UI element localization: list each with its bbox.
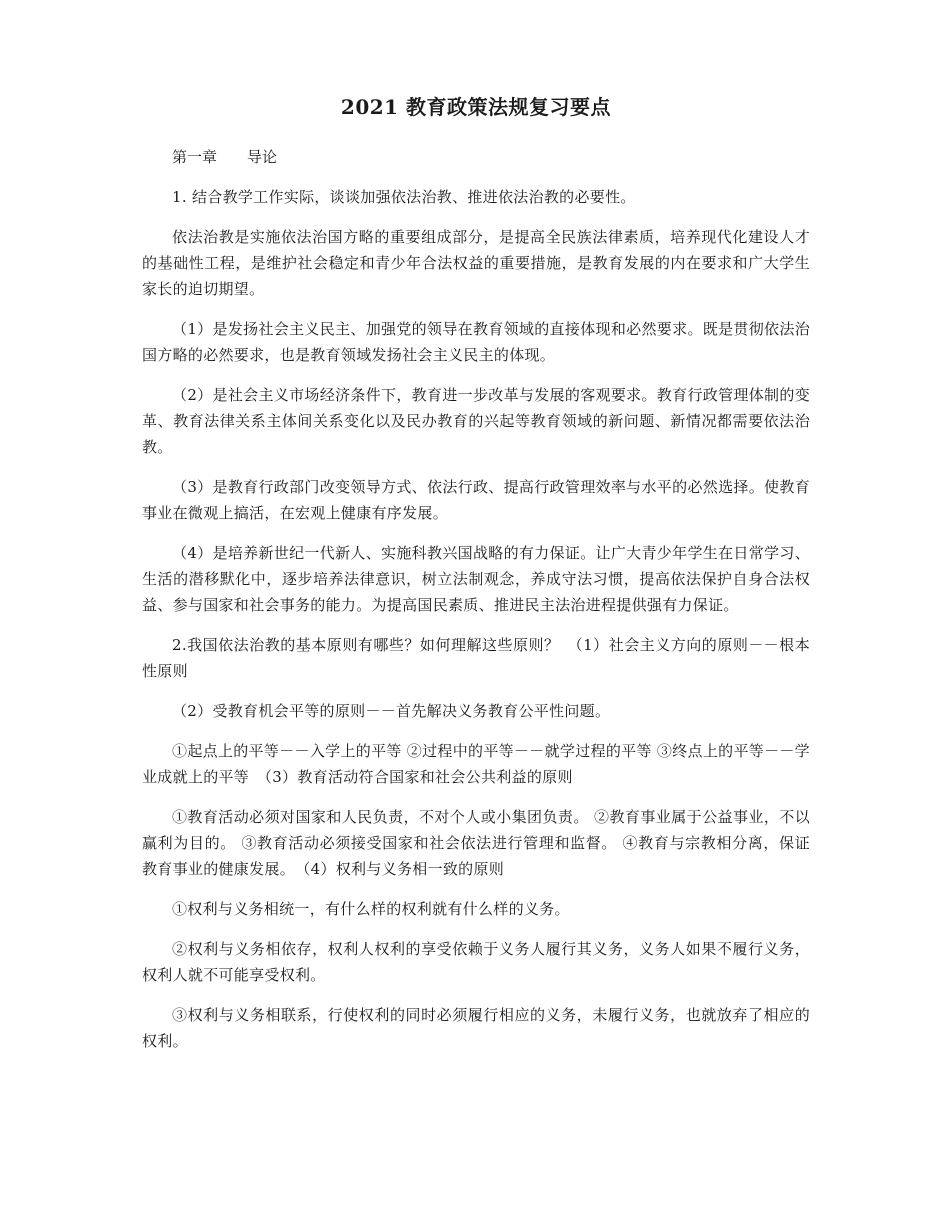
document-title: 2021 教育政策法规复习要点: [340, 95, 612, 119]
paragraph-principle-2: （2）受教育机会平等的原则－－首先解决义务教育公平性问题。: [172, 702, 611, 720]
paragraph-point-1: （1）是发扬社会主义民主、加强党的领导在教育领域的直接体现和必然要求。既是贯彻依法治国方略的必然要求，也是教育领域发扬社会主义民主的体现。: [142, 320, 810, 364]
chapter-number: 第一章: [172, 148, 218, 166]
paragraph-question-2: 2.我国依法治教的基本原则有哪些？如何理解这些原则？ （1）社会主义方向的原则－－根本性原则: [142, 636, 810, 680]
paragraph-rights-interdependence: ②权利与义务相依存，权利人权利的享受依赖于义务人履行其义务，义务人如果不履行义务，权利人就不可能享受权利。: [142, 940, 810, 984]
paragraph-rights-connection: ③权利与义务相联系，行使权利的同时必须履行相应的义务，未履行义务，也就放弃了相应的权利。: [142, 1006, 810, 1050]
paragraph-public-interest: ①教育活动必须对国家和人民负责，不对个人或小集团负责。 ②教育事业属于公益事业，不以赢利为目的。 ③教育活动必须接受国家和社会依法进行管理和监督。 ④教育与宗教相分离，保证教育事业的健康发展。 （4）权利与义务相一致的原则: [142, 808, 810, 878]
paragraph-point-3: （3）是教育行政部门改变领导方式、依法行政、提高行政管理效率与水平的必然选择。使教育事业在微观上搞活，在宏观上健康有序发展。: [142, 478, 810, 522]
paragraph-point-4: （4）是培养新世纪一代新人、实施科教兴国战略的有力保证。让广大青少年学生在日常学习、生活的潜移默化中，逐步培养法律意识，树立法制观念，养成守法习惯，提高依法保护自身合法权益、参与国家和社会事务的能力。为提高国民素质、推进民主法治进程提供强有力保证。: [142, 544, 810, 614]
chapter-heading: [142, 144, 810, 170]
paragraph-question-1: 1. 结合教学工作实际，谈谈加强依法治教、推进依法治教的必要性。: [172, 188, 636, 206]
paragraph-equality-levels: ①起点上的平等－－入学上的平等 ②过程中的平等－－就学过程的平等 ③终点上的平等－－学业成就上的平等 （3）教育活动符合国家和社会公共利益的原则: [142, 742, 810, 786]
document-page: [142, 92, 810, 1068]
paragraph-rights-unity: ①权利与义务相统一，有什么样的权利就有什么样的义务。: [172, 900, 570, 918]
paragraph-point-2: （2）是社会主义市场经济条件下，教育进一步改革与发展的客观要求。教育行政管理体制的变革、教育法律关系主体间关系变化以及民办教育的兴起等教育领域的新问题、新情况都需要依法治教。: [142, 386, 810, 456]
chapter-name: 导论: [247, 148, 278, 166]
paragraph-intro: 依法治教是实施依法治国方略的重要组成部分，是提高全民族法律素质，培养现代化建设人才的基础性工程，是维护社会稳定和青少年合法权益的重要措施，是教育发展的内在要求和广大学生家长的迫切期望。: [142, 228, 810, 298]
